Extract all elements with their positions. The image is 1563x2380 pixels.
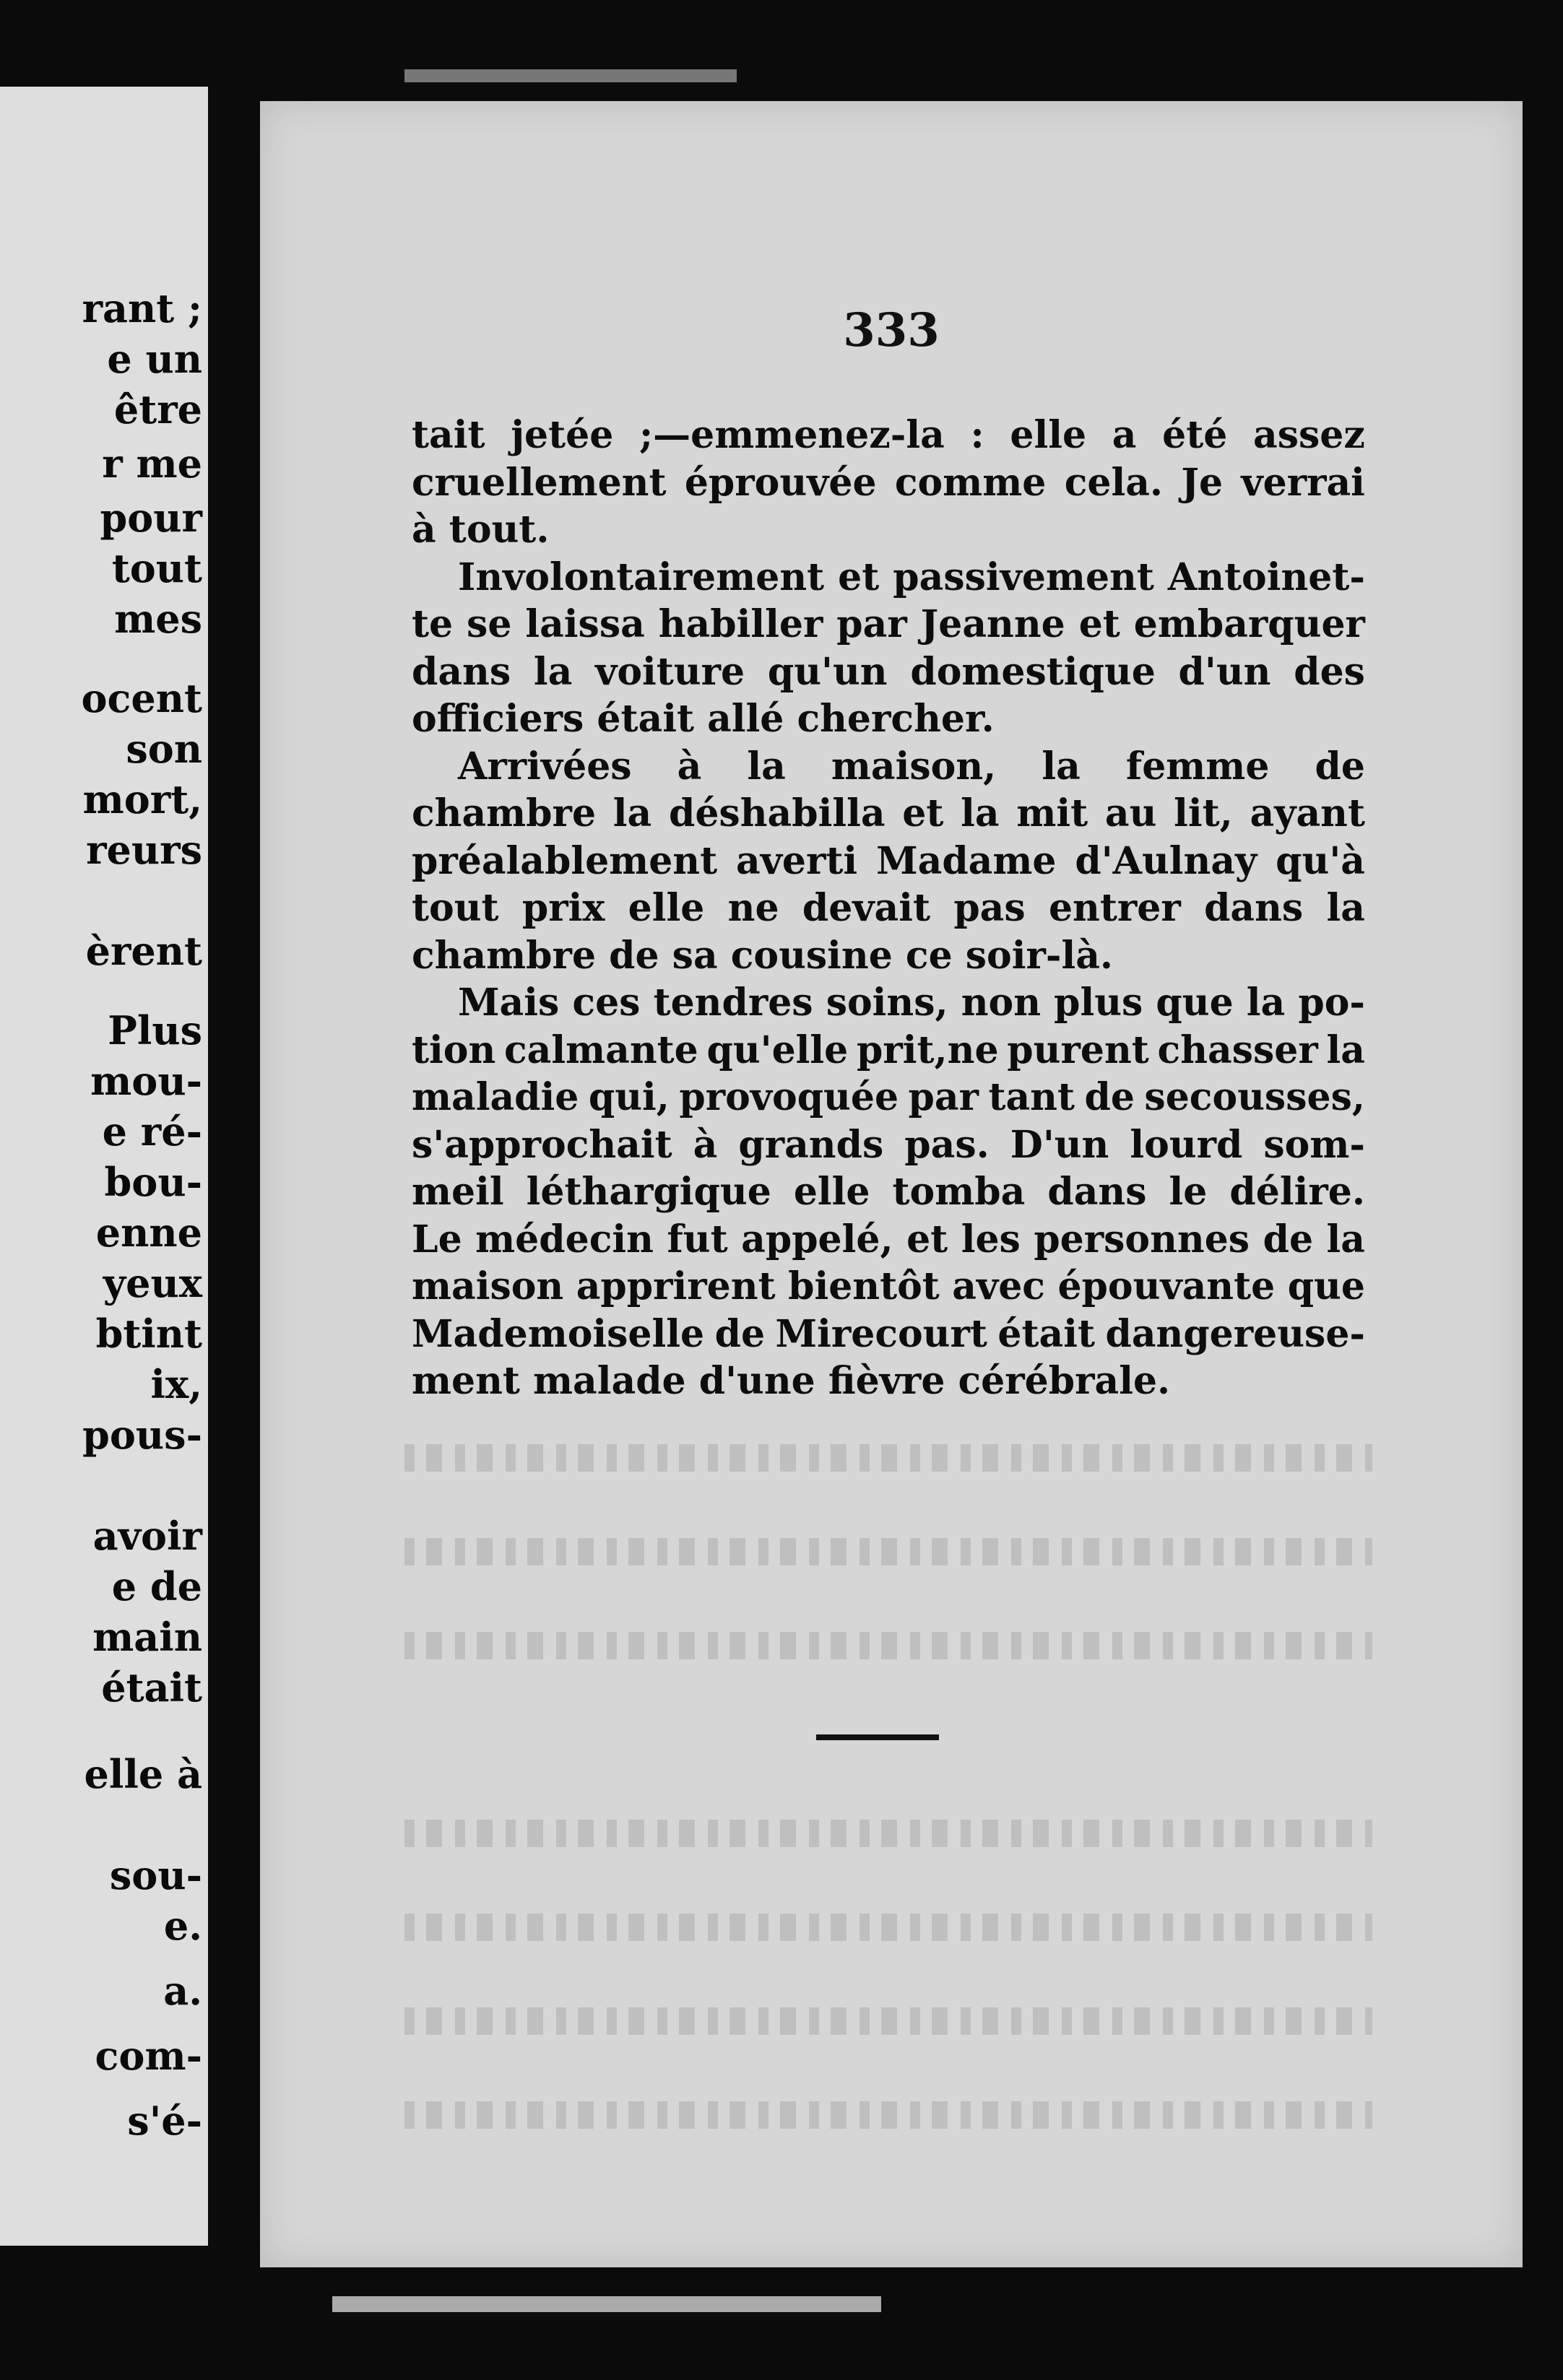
text-line: chambre la déshabilla et la mit au lit, ayant (412, 791, 1365, 835)
text-line: te se laissa habiller par Jeanne et embarquer (412, 602, 1365, 646)
book-page (260, 101, 1523, 2267)
text-line: officiers était allé chercher. (412, 697, 995, 741)
left-page-line: sou- (109, 1852, 202, 1898)
text-line: tout prix elle ne devait pas entrer dans la (412, 886, 1365, 930)
text-line: cruellement éprouvée comme cela. Je verrai (412, 460, 1365, 505)
left-page-line: èrent (85, 928, 202, 974)
left-page-line: bou- (104, 1159, 202, 1205)
left-page-line: mes (114, 596, 202, 642)
left-facing-page (0, 87, 208, 2246)
bottom-binding-strip (332, 2296, 881, 2312)
left-page-line: ocent (81, 675, 202, 721)
left-page-line: e. (163, 1903, 202, 1949)
text-line: tion calmante qu'elle prit,ne purent chasser la (412, 1028, 1365, 1072)
left-page-line: était (101, 1664, 202, 1711)
left-page-line: enne (95, 1209, 202, 1256)
bleed-through-shadow (404, 1538, 1372, 1565)
left-page-line: reurs (86, 827, 202, 873)
text-line: Mais ces tendres soins, non plus que la po- (458, 981, 1365, 1025)
left-page-line: a. (163, 1968, 202, 2014)
text-line: dans la voiture qu'un domestique d'un des (412, 649, 1365, 694)
left-page-line: son (126, 726, 202, 772)
text-line: Mademoiselle de Mirecourt était dangereuse- (412, 1311, 1365, 1356)
left-page-line: mort, (82, 776, 202, 822)
left-page-line: s'é- (127, 2098, 202, 2144)
left-page-line: mou- (90, 1058, 202, 1104)
bleed-through-shadow (404, 1632, 1372, 1659)
text-line: s'approchait à grands pas. D'un lourd som- (412, 1122, 1365, 1167)
left-page-line: pour (100, 495, 202, 541)
left-page-line: tout (111, 545, 202, 591)
text-line: à tout. (412, 508, 550, 552)
left-page-line: com- (95, 2033, 202, 2079)
text-line: meil léthargique elle tomba dans le délire. (412, 1170, 1365, 1214)
left-page-line: rant ; (82, 285, 202, 331)
left-page-line: e de (111, 1563, 202, 1610)
text-line: Involontairement et passivement Antoinet- (458, 555, 1365, 599)
text-line: Le médecin fut appelé, et les personnes de la (412, 1217, 1365, 1261)
left-page-line: elle à (84, 1751, 202, 1797)
left-page-line: r me (102, 440, 202, 487)
text-line: maladie qui, provoquée par tant de secousses, (412, 1075, 1365, 1119)
text-line: Arrivées à la maison, la femme de (458, 744, 1365, 789)
text-line: préalablement averti Madame d'Aulnay qu'à (412, 838, 1365, 883)
left-page-line: e ré- (102, 1108, 202, 1155)
bleed-through-shadow (404, 2007, 1372, 2035)
left-page-line: ix, (150, 1361, 202, 1407)
section-divider-rule (816, 1734, 939, 1740)
left-page-line: btint (95, 1311, 202, 1357)
left-page-line: avoir (92, 1513, 202, 1559)
page-number: 333 (843, 303, 940, 357)
text-line: ment malade d'une fièvre cérébrale. (412, 1359, 1171, 1403)
left-page-line: e un (107, 336, 202, 382)
bleed-through-shadow (404, 2101, 1372, 2129)
text-line: maison apprirent bientôt avec épouvante que (412, 1264, 1365, 1308)
left-page-line: pous- (82, 1412, 202, 1458)
text-line: chambre de sa cousine ce soir-là. (412, 933, 1114, 978)
left-page-line: Plus (108, 1007, 202, 1054)
bleed-through-shadow (404, 1914, 1372, 1941)
left-page-line: être (113, 386, 202, 433)
top-binding-strip (404, 69, 737, 82)
bleed-through-shadow (404, 1444, 1372, 1472)
left-page-line: yeux (103, 1260, 202, 1306)
body-text (412, 412, 1365, 1405)
bleed-through-shadow (404, 1820, 1372, 1847)
text-line: tait jetée ;—emmenez-la : elle a été assez (412, 413, 1365, 457)
left-page-line: main (92, 1614, 202, 1660)
